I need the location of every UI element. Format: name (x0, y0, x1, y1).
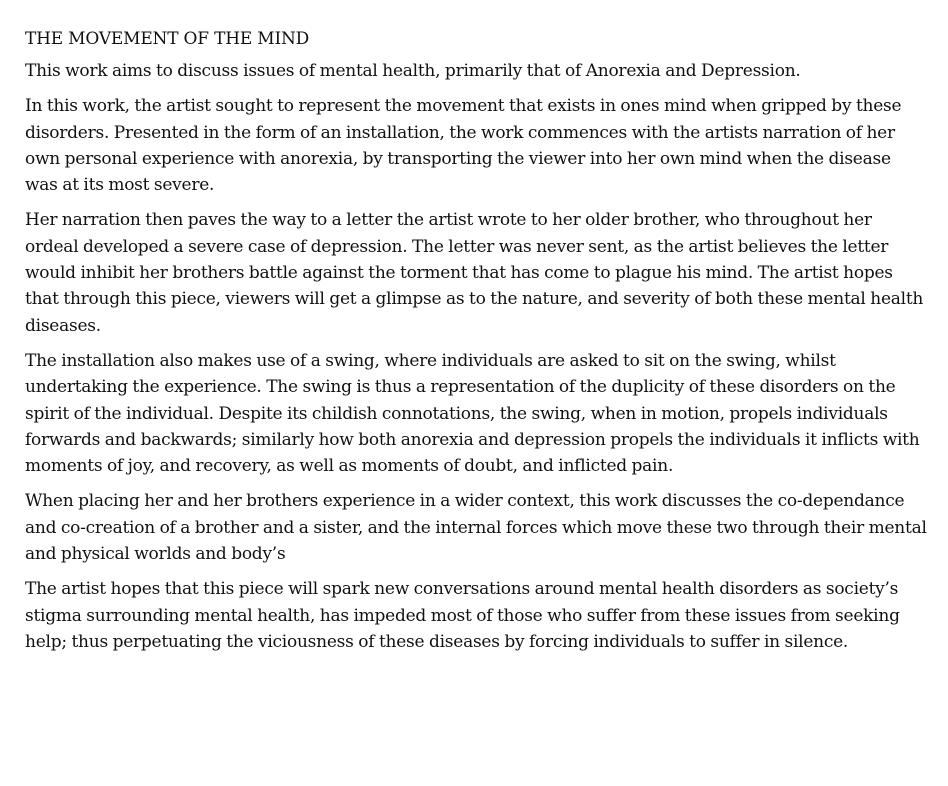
paragraph-swing: The installation also makes use of a swing, where individuals are asked to sit on the swing, whilst undertaking the experience. The swing is thus a representation of the duplicity of these disorders on the spirit of the individual. Despite its childish connotations, the swing, when in motion, propels individuals forwards and backwards; similarly how both anorexia and depression propels the individuals it inflicts with moments of joy, and recovery, as well as moments of doubt, and inflicted pain. (25, 350, 920, 477)
paragraph-wider-context: When placing her and her brothers experience in a wider context, this work discusses the co-dependance and co-creation of a brother and a sister, and the internal forces which move these two through their mental and physical worlds and body’s (25, 491, 927, 565)
document-title: THE MOVEMENT OF THE MIND (25, 29, 310, 49)
paragraph-intro: This work aims to discuss issues of mental health, primarily that of Anorexia and Depression. (25, 61, 801, 81)
paragraph-letter: Her narration then paves the way to a letter the artist wrote to her older brother, who throughout her ordeal developed a severe case of depression. The letter was never sent, as the artist believes the letter would inhibit her brothers battle against the torment that has come to plague his mind. The artist hopes that through this piece, viewers will get a glimpse as to the nature, and severity of both these mental health diseases. (25, 210, 924, 336)
paragraph-conclusion: The artist hopes that this piece will spark new conversations around mental health disorders as society’s stigma surrounding mental health, has impeded most of those who suffer from these issues from seeking help; thus perpetuating the viciousness of these diseases by forcing individuals to suffer in silence. (25, 579, 900, 652)
paragraph-installation-narration: In this work, the artist sought to represent the movement that exists in ones mind when gripped by these disorders. Presented in the form of an installation, the work commences with the artists narration of her own personal experience with anorexia, by transporting the viewer into her own mind when the disease was at its most severe. (25, 96, 902, 196)
